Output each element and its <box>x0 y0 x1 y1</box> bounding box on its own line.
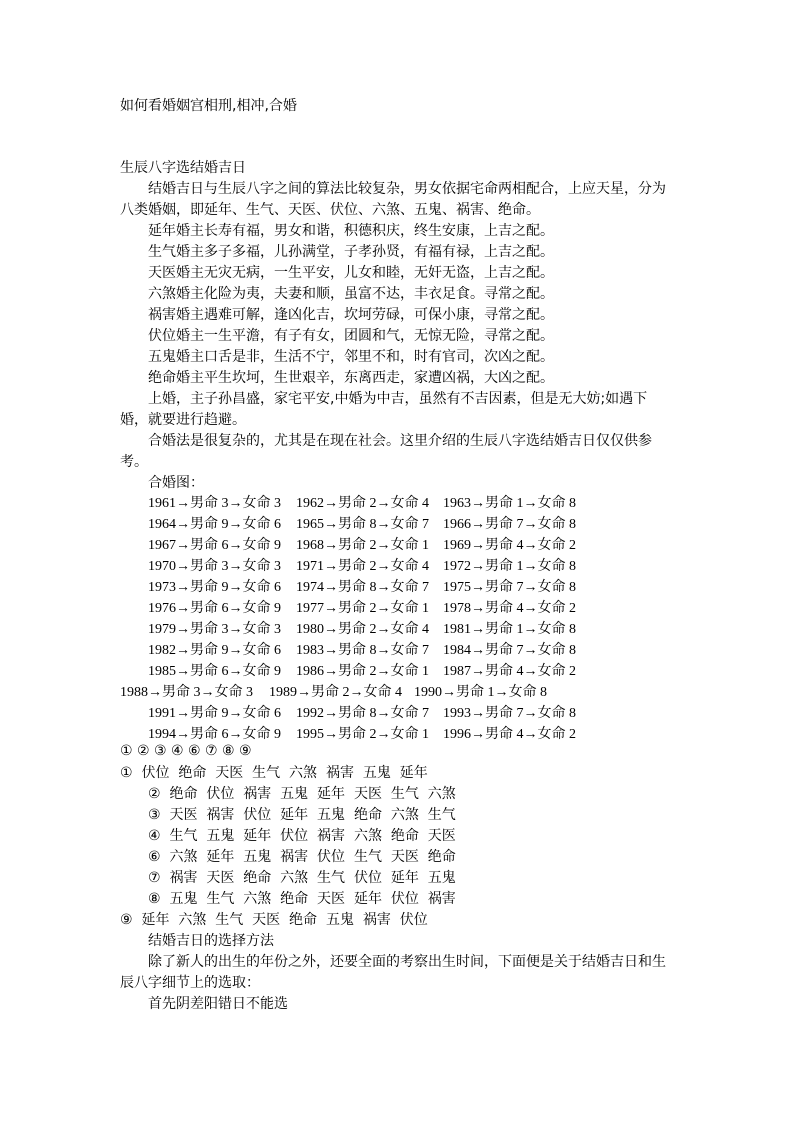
intro-line-2: 八类婚姻，即延年、生气、天医、伏位、六煞、五鬼、祸害、绝命。 <box>120 202 540 218</box>
matrix-header: ① ② ③ ④ ⑥ ⑦ ⑧ ⑨ <box>120 743 252 759</box>
pair-cell: 1983→男命 8→女命 7 <box>296 643 429 658</box>
marriage-type-line: 六煞婚主化险为夷，夫妻和顺，虽富不达，丰衣足食。寻常之配。 <box>148 286 554 302</box>
pair-cell: 1968→男命 2→女命 1 <box>296 538 429 553</box>
pair-cell: 1963→男命 1→女命 8 <box>443 496 576 511</box>
final-line: 首先阴差阳错日不能选 <box>148 996 288 1012</box>
pair-cell: 1970→男命 3→女命 3 <box>148 559 281 574</box>
matrix-row: ② 绝命 伏位 祸害 五鬼 延年 天医 生气 六煞 <box>148 786 456 802</box>
marriage-type-line: 祸害婚主遇难可解，逢凶化吉，坎坷劳碌，可保小康，寻常之配。 <box>148 307 554 323</box>
method-heading: 结婚吉日的选择方法 <box>148 933 274 949</box>
pair-cell: 1962→男命 2→女命 4 <box>296 496 429 511</box>
marriage-type-line: 天医婚主无灾无病，一生平安，儿女和睦，无奸无盗，上吉之配。 <box>148 265 554 281</box>
pair-cell: 1980→男命 2→女命 4 <box>296 622 429 637</box>
pair-cell: 1982→男命 9→女命 6 <box>148 643 281 658</box>
pair-cell: 1986→男命 2→女命 1 <box>296 664 429 679</box>
pair-cell: 1961→男命 3→女命 3 <box>148 496 281 511</box>
pair-cell: 1993→男命 7→女命 8 <box>443 706 576 721</box>
pair-cell: 1977→男命 2→女命 1 <box>296 601 429 616</box>
note-line-2: 考。 <box>120 454 148 470</box>
pair-cell: 1995→男命 2→女命 1 <box>296 727 429 742</box>
chart-label: 合婚图： <box>148 475 204 491</box>
summary-line-1: 上婚，主子孙昌盛，家宅平安,中婚为中吉，虽然有不吉因素，但是无大妨;如遇下 <box>148 391 648 407</box>
pair-cell: 1976→男命 6→女命 9 <box>148 601 281 616</box>
pair-cell: 1984→男命 7→女命 8 <box>443 643 576 658</box>
matrix-row: ⑨ 延年 六煞 生气 天医 绝命 五鬼 祸害 伏位 <box>120 912 428 928</box>
pair-cell: 1974→男命 8→女命 7 <box>296 580 429 595</box>
pair-cell: 1989→男命 2→女命 4 <box>269 685 402 700</box>
marriage-type-line: 绝命婚主平生坎坷，生世艰辛，东离西走，家遭凶祸，大凶之配。 <box>148 370 554 386</box>
marriage-type-line: 五鬼婚主口舌是非，生活不宁，邻里不和，时有官司，次凶之配。 <box>148 349 554 365</box>
pair-cell: 1985→男命 6→女命 9 <box>148 664 281 679</box>
marriage-type-line: 延年婚主长寿有福，男女和谐，积德积庆，终生安康，上吉之配。 <box>148 223 554 239</box>
marriage-type-line: 伏位婚主一生平澹，有子有女，团圆和气，无惊无险，寻常之配。 <box>148 328 554 344</box>
matrix-row: ⑥ 六煞 延年 五鬼 祸害 伏位 生气 天医 绝命 <box>148 849 456 865</box>
pair-cell: 1972→男命 1→女命 8 <box>443 559 576 574</box>
pair-cell: 1975→男命 7→女命 8 <box>443 580 576 595</box>
pair-cell: 1990→男命 1→女命 8 <box>414 685 547 700</box>
section-heading: 生辰八字选结婚吉日 <box>120 160 246 176</box>
pair-cell: 1979→男命 3→女命 3 <box>148 622 281 637</box>
pair-cell: 1967→男命 6→女命 9 <box>148 538 281 553</box>
pair-cell: 1969→男命 4→女命 2 <box>443 538 576 553</box>
matrix-row: ⑧ 五鬼 生气 六煞 绝命 天医 延年 伏位 祸害 <box>148 891 456 907</box>
note-line-1: 合婚法是很复杂的，尤其是在现在社会。这里介绍的生辰八字选结婚吉日仅仅供参 <box>148 433 652 449</box>
pair-cell: 1994→男命 6→女命 9 <box>148 727 281 742</box>
pair-cell: 1992→男命 8→女命 7 <box>296 706 429 721</box>
matrix-row: ④ 生气 五鬼 延年 伏位 祸害 六煞 绝命 天医 <box>148 828 456 844</box>
method-line-1: 除了新人的出生的年份之外，还要全面的考察出生时间，下面便是关于结婚吉日和生 <box>148 954 666 970</box>
pair-cell: 1971→男命 2→女命 4 <box>296 559 429 574</box>
document-title: 如何看婚姻宫相刑,相冲,合婚 <box>120 98 297 114</box>
pair-cell: 1988→男命 3→女命 3 <box>120 685 253 700</box>
pair-cell: 1965→男命 8→女命 7 <box>296 517 429 532</box>
pair-cell: 1987→男命 4→女命 2 <box>443 664 576 679</box>
pair-cell: 1996→男命 4→女命 2 <box>443 727 576 742</box>
summary-line-2: 婚，就要进行趋避。 <box>120 412 246 428</box>
pair-cell: 1991→男命 9→女命 6 <box>148 706 281 721</box>
method-line-2: 辰八字细节上的选取： <box>120 975 260 991</box>
matrix-row: ⑦ 祸害 天医 绝命 六煞 生气 伏位 延年 五鬼 <box>148 870 456 886</box>
intro-line-1: 结婚吉日与生辰八字之间的算法比较复杂，男女依据宅命两相配合，上应天星，分为 <box>148 181 666 197</box>
matrix-row: ① 伏位 绝命 天医 生气 六煞 祸害 五鬼 延年 <box>120 765 428 781</box>
marriage-type-line: 生气婚主多子多福，儿孙满堂，子孝孙贤，有福有禄，上吉之配。 <box>148 244 554 260</box>
pair-cell: 1978→男命 4→女命 2 <box>443 601 576 616</box>
pair-cell: 1964→男命 9→女命 6 <box>148 517 281 532</box>
matrix-row: ③ 天医 祸害 伏位 延年 五鬼 绝命 六煞 生气 <box>148 807 456 823</box>
pair-cell: 1973→男命 9→女命 6 <box>148 580 281 595</box>
pair-cell: 1966→男命 7→女命 8 <box>443 517 576 532</box>
pair-cell: 1981→男命 1→女命 8 <box>443 622 576 637</box>
